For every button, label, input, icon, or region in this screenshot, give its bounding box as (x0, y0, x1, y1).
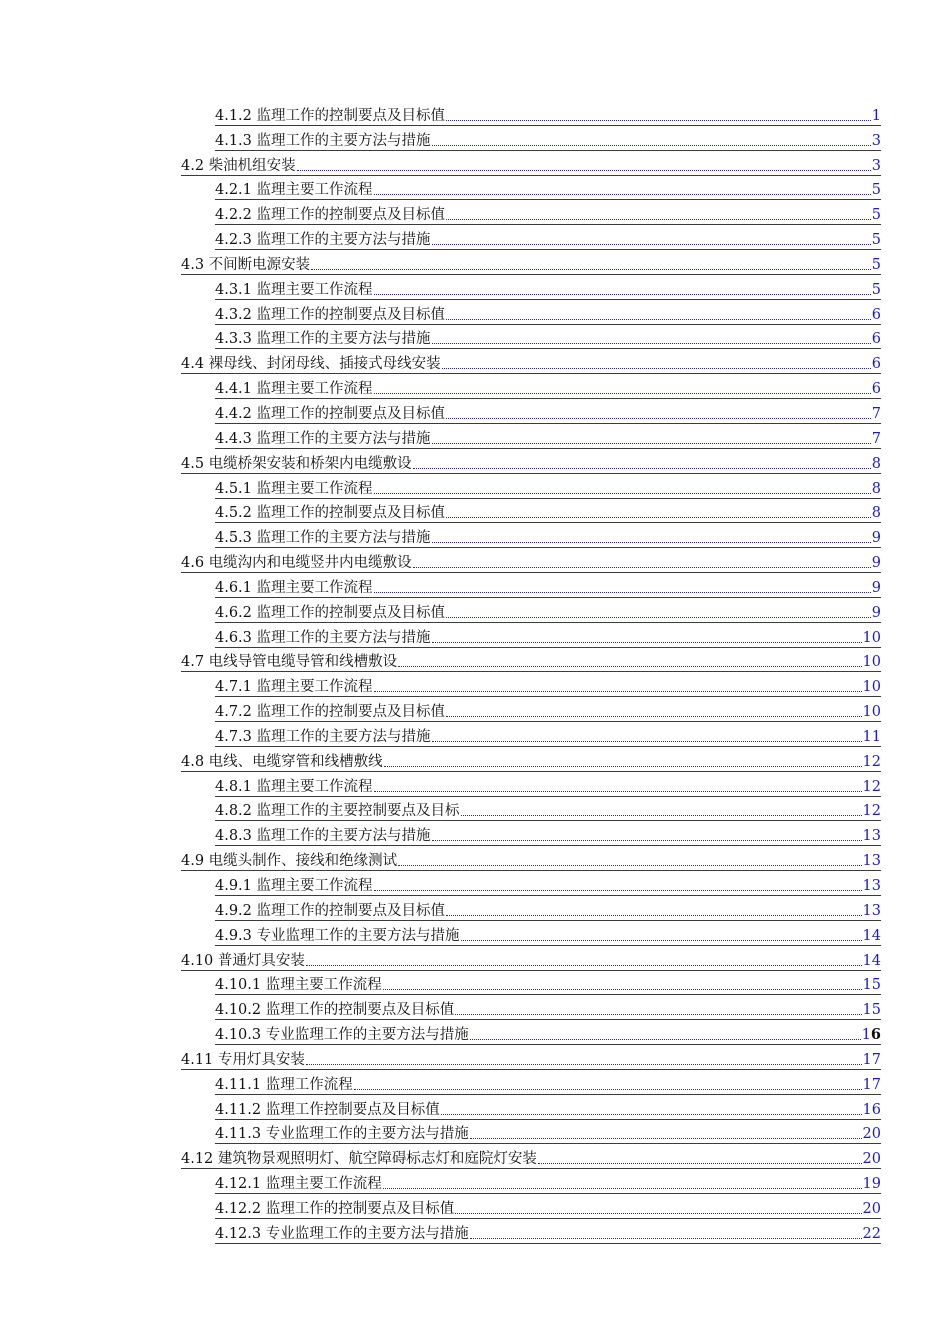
toc-entry-title: 4.2.1 监理主要工作流程 (215, 182, 373, 199)
toc-page-number: 13 (862, 853, 881, 870)
toc-subsection-link[interactable] (0, 921, 881, 946)
toc-entry-title: 4.1.2 监理工作的控制要点及目标值 (215, 107, 446, 124)
toc-entry (215, 579, 881, 598)
toc-entry-title: 4.12 建筑物景观照明灯、航空障碍标志灯和庭院灯安装 (181, 1151, 537, 1168)
dot-leader (538, 1163, 862, 1164)
toc-subsection-link[interactable] (0, 772, 881, 797)
dot-leader (442, 368, 871, 369)
toc-entry-title: 4.3 不间断电源安装 (181, 256, 311, 273)
dot-leader (374, 294, 871, 295)
toc-entry (215, 629, 881, 648)
toc-subsection-link[interactable] (0, 697, 881, 722)
toc-entry-title: 4.3.1 监理主要工作流程 (215, 281, 373, 298)
toc-page-number: 7 (871, 405, 881, 422)
dot-leader (432, 244, 871, 245)
toc-entry (215, 306, 881, 325)
toc-entry-title: 4.9.1 监理主要工作流程 (215, 878, 373, 894)
toc-entry-title: 4.12.1 监理主要工作流程 (215, 1176, 382, 1193)
toc-subsection-link[interactable] (0, 176, 881, 201)
toc-entry (215, 678, 881, 697)
toc-entry (215, 877, 881, 896)
toc-entry (215, 1225, 881, 1244)
toc-page-number: 13 (862, 878, 881, 894)
toc-entry-title: 4.6.3 监理工作的主要方法与措施 (215, 629, 431, 646)
toc-page-number: 8 (871, 505, 881, 522)
toc-page-number: 9 (871, 579, 881, 596)
toc-entry (181, 256, 881, 275)
dot-leader (374, 592, 871, 593)
toc-page-number: 20 (862, 1151, 881, 1168)
toc-page-number: 3 (871, 132, 881, 149)
toc-page-number: 13 (862, 828, 881, 845)
toc-entry-title: 4.6.1 监理主要工作流程 (215, 579, 373, 596)
toc-entry (181, 554, 881, 573)
dot-leader (432, 343, 871, 344)
toc-subsection-link[interactable] (0, 424, 881, 449)
toc-subsection-link[interactable] (0, 1120, 881, 1145)
toc-page-number: 17 (862, 1076, 881, 1093)
toc-entry (215, 927, 881, 946)
dot-leader (413, 468, 871, 469)
dot-leader (455, 1213, 861, 1214)
toc-entry (215, 604, 881, 623)
toc-page-number: 3 (871, 157, 881, 174)
toc-entry-title: 4.2 柴油机组安装 (181, 157, 296, 174)
toc-page-number: 16 (862, 1101, 881, 1118)
toc-subsection-link[interactable] (0, 1219, 881, 1244)
dot-leader (446, 716, 862, 717)
toc-page-number: 20 (862, 1200, 881, 1217)
toc-entry (215, 778, 881, 797)
dot-leader (306, 1064, 862, 1065)
toc-entry (215, 529, 881, 548)
toc-entry-title: 4.7.1 监理主要工作流程 (215, 679, 373, 696)
toc-page-number: 6 (871, 356, 881, 373)
dot-leader (446, 617, 871, 618)
toc-page-number: 15 (862, 977, 881, 994)
dot-leader (461, 815, 862, 816)
toc-entry-title: 4.6.2 监理工作的控制要点及目标值 (215, 604, 446, 621)
toc-entry (215, 380, 881, 399)
toc-section-link[interactable] (0, 1144, 881, 1169)
toc-section-link[interactable] (0, 648, 881, 673)
dot-leader (446, 418, 871, 419)
toc-page-number: 5 (871, 256, 881, 273)
toc-subsection-link[interactable] (0, 971, 881, 996)
toc-entry-title: 4.4 裸母线、封闭母线、插接式母线安装 (181, 356, 441, 373)
toc-entry (215, 827, 881, 846)
toc-subsection-link[interactable] (0, 474, 881, 499)
toc-entry-title: 4.8.1 监理主要工作流程 (215, 778, 373, 795)
dot-leader (470, 1138, 862, 1139)
dot-leader (446, 517, 871, 518)
toc-entry-title: 4.12.2 监理工作的控制要点及目标值 (215, 1200, 455, 1217)
toc-subsection-link[interactable] (0, 573, 881, 598)
toc-page-number: 22 (862, 1225, 881, 1242)
toc-subsection-link[interactable] (0, 300, 881, 325)
dot-leader (432, 840, 862, 841)
toc-entry-title: 4.7.2 监理工作的控制要点及目标值 (215, 704, 446, 721)
dot-leader (432, 642, 862, 643)
toc-entry (215, 107, 881, 126)
toc-entry (181, 1051, 881, 1070)
toc-page-number: 12 (862, 778, 881, 795)
toc-entry (215, 330, 881, 349)
toc-page-number: 12 (862, 753, 881, 770)
toc-entry-title: 4.8 电线、电缆穿管和线槽敷线 (181, 753, 383, 770)
toc-entry-title: 4.5 电缆桥架安装和桥架内电缆敷设 (181, 455, 412, 472)
dot-leader (297, 170, 871, 171)
toc-subsection-link[interactable] (0, 523, 881, 548)
dot-leader (374, 194, 871, 195)
toc-entry-title: 4.10.1 监理主要工作流程 (215, 977, 382, 994)
toc-page-number: 9 (871, 555, 881, 572)
toc-entry-title: 4.3.3 监理工作的主要方法与措施 (215, 331, 431, 348)
toc-entry-title: 4.10.3 专业监理工作的主要方法与措施 (215, 1027, 469, 1044)
toc-subsection-link[interactable] (0, 995, 881, 1020)
toc-entry (215, 802, 881, 821)
toc-entry (215, 703, 881, 722)
dot-leader (383, 1188, 862, 1189)
toc-page-number: 5 (871, 232, 881, 249)
toc-subsection-link[interactable] (0, 1095, 881, 1120)
dot-leader (306, 965, 862, 966)
toc-entry (215, 1200, 881, 1219)
toc-page-number: 1 (871, 107, 881, 124)
toc-entry (181, 852, 881, 871)
toc-subsection-link[interactable] (0, 1070, 881, 1095)
toc-page-number: 6 (871, 331, 881, 348)
dot-leader (455, 1014, 861, 1015)
toc-subsection-link[interactable] (0, 871, 881, 896)
toc-section-link[interactable] (0, 151, 881, 176)
toc-page-number: 10 (862, 629, 881, 646)
toc-subsection-link[interactable] (0, 101, 881, 126)
toc-subsection-link[interactable] (0, 1194, 881, 1219)
dot-leader (441, 1114, 862, 1115)
toc-subsection-link[interactable] (0, 821, 881, 846)
toc-page-number: 8 (871, 480, 881, 497)
toc-entry-title: 4.9.2 监理工作的控制要点及目标值 (215, 902, 446, 919)
toc-section-link[interactable] (0, 449, 881, 474)
toc-page-number: 5 (871, 207, 881, 224)
toc-subsection-link[interactable] (0, 722, 881, 747)
dot-leader (432, 443, 871, 444)
dot-leader (432, 741, 862, 742)
toc-page-number: 17 (862, 1051, 881, 1068)
toc-subsection-link[interactable] (0, 200, 881, 225)
dot-leader (446, 319, 871, 320)
dot-leader (374, 890, 862, 891)
toc-entry (215, 231, 881, 250)
toc-entry (215, 1175, 881, 1194)
toc-entry (215, 206, 881, 225)
toc-section-link[interactable] (0, 747, 881, 772)
toc-page-number: 5 (871, 281, 881, 298)
toc-entry-title: 4.5.1 监理主要工作流程 (215, 480, 373, 497)
toc-entry (215, 976, 881, 995)
toc-entry (181, 753, 881, 772)
toc-subsection-link[interactable] (0, 1169, 881, 1194)
toc-entry-title: 4.4.3 监理工作的主要方法与措施 (215, 430, 431, 447)
toc-page-number: 10 (862, 679, 881, 696)
toc-section-link[interactable] (0, 250, 881, 275)
toc-entry (215, 1026, 881, 1045)
toc-entry (181, 653, 881, 672)
toc-entry (181, 455, 881, 474)
toc-entry (181, 157, 881, 176)
dot-leader (374, 691, 862, 692)
toc-subsection-link[interactable] (0, 896, 881, 921)
toc-entry (215, 728, 881, 747)
dot-leader (398, 666, 861, 667)
toc-subsection-link[interactable] (0, 275, 881, 300)
toc-entry-title: 4.12.3 专业监理工作的主要方法与措施 (215, 1225, 469, 1242)
toc-page-number: 20 (862, 1126, 881, 1143)
toc-page-number: 10 (862, 654, 881, 671)
toc-entry-title: 4.4.2 监理工作的控制要点及目标值 (215, 405, 446, 422)
dot-leader (374, 791, 862, 792)
dot-leader (413, 567, 871, 568)
toc-subsection-link[interactable] (0, 797, 881, 822)
toc-entry-title: 4.8.3 监理工作的主要方法与措施 (215, 828, 431, 845)
toc-page-number: 9 (871, 530, 881, 547)
toc-page-number: 16 (861, 1026, 881, 1044)
toc-subsection-link[interactable] (0, 399, 881, 424)
table-of-contents (0, 101, 950, 1244)
toc-entry (215, 181, 881, 200)
toc-entry-title: 4.5.2 监理工作的控制要点及目标值 (215, 505, 446, 522)
toc-entry (215, 132, 881, 151)
toc-page-number: 13 (862, 902, 881, 919)
toc-section-link[interactable] (0, 1045, 881, 1070)
toc-entry-title: 4.8.2 监理工作的主要控制要点及目标 (215, 803, 460, 820)
toc-entry-title: 4.2.2 监理工作的控制要点及目标值 (215, 207, 446, 224)
toc-entry-title: 4.11 专用灯具安装 (181, 1051, 305, 1068)
toc-subsection-link[interactable] (0, 1020, 881, 1045)
toc-subsection-link[interactable] (0, 499, 881, 524)
toc-page-number: 11 (862, 728, 881, 745)
dot-leader (432, 542, 871, 543)
toc-subsection-link[interactable] (0, 325, 881, 350)
toc-entry (215, 902, 881, 921)
dot-leader (374, 493, 871, 494)
toc-entry (181, 952, 881, 971)
toc-entry-title: 4.5.3 监理工作的主要方法与措施 (215, 530, 431, 547)
dot-leader (446, 120, 871, 121)
toc-entry-title: 4.11.3 专业监理工作的主要方法与措施 (215, 1126, 469, 1143)
toc-page-number: 6 (871, 381, 881, 398)
toc-page-number: 19 (862, 1176, 881, 1193)
toc-entry (215, 430, 881, 449)
toc-entry-title: 4.7 电线导管电缆导管和线槽敷设 (181, 654, 398, 671)
toc-entry-title: 4.10.2 监理工作的控制要点及目标值 (215, 1002, 455, 1019)
dot-leader (446, 915, 862, 916)
toc-entry (215, 1001, 881, 1020)
toc-subsection-link[interactable] (0, 225, 881, 250)
toc-subsection-link[interactable] (0, 374, 881, 399)
dot-leader (354, 1089, 862, 1090)
toc-entry (215, 480, 881, 499)
toc-entry-title: 4.1.3 监理工作的主要方法与措施 (215, 132, 431, 149)
toc-page-number: 8 (871, 455, 881, 472)
toc-subsection-link[interactable] (0, 672, 881, 697)
toc-entry (215, 1101, 881, 1120)
toc-page-number: 9 (871, 604, 881, 621)
toc-page-number: 7 (871, 430, 881, 447)
toc-page-number: 6 (871, 306, 881, 323)
dot-leader (374, 393, 871, 394)
toc-page-number: 5 (871, 182, 881, 199)
toc-subsection-link[interactable] (0, 623, 881, 648)
toc-entry-title: 4.7.3 监理工作的主要方法与措施 (215, 728, 431, 745)
toc-entry-title: 4.3.2 监理工作的控制要点及目标值 (215, 306, 446, 323)
toc-entry (215, 1125, 881, 1144)
toc-page-number: 14 (862, 952, 881, 969)
toc-section-link[interactable] (0, 548, 881, 573)
dot-leader (470, 1238, 862, 1239)
toc-entry-title: 4.10 普通灯具安装 (181, 952, 305, 969)
toc-entry-title: 4.9 电缆头制作、接线和绝缘测试 (181, 853, 398, 870)
toc-entry-title: 4.4.1 监理主要工作流程 (215, 381, 373, 398)
toc-entry-title: 4.11.2 监理工作控制要点及目标值 (215, 1101, 440, 1118)
dot-leader (311, 269, 871, 270)
toc-section-link[interactable] (0, 846, 881, 871)
toc-entry (215, 1076, 881, 1095)
toc-entry (215, 405, 881, 424)
toc-entry-title: 4.2.3 监理工作的主要方法与措施 (215, 232, 431, 249)
toc-section-link[interactable] (0, 946, 881, 971)
toc-section-link[interactable] (0, 349, 881, 374)
toc-entry-title: 4.6 电缆沟内和电缆竖井内电缆敷设 (181, 555, 412, 572)
dot-leader (383, 989, 862, 990)
toc-entry (181, 1150, 881, 1169)
dot-leader (398, 865, 861, 866)
dot-leader (384, 766, 862, 767)
dot-leader (432, 145, 871, 146)
toc-entry-title: 4.9.3 专业监理工作的主要方法与措施 (215, 927, 460, 944)
toc-page-number: 14 (862, 927, 881, 944)
dot-leader (470, 1039, 861, 1040)
dot-leader (461, 940, 862, 941)
toc-page-number: 10 (862, 704, 881, 721)
dot-leader (446, 219, 871, 220)
toc-subsection-link[interactable] (0, 598, 881, 623)
toc-page-number: 12 (862, 803, 881, 820)
toc-page-number: 15 (862, 1002, 881, 1019)
toc-entry-title: 4.11.1 监理工作流程 (215, 1076, 353, 1093)
toc-entry (215, 504, 881, 523)
toc-subsection-link[interactable] (0, 126, 881, 151)
toc-entry (181, 355, 881, 374)
toc-entry (215, 281, 881, 300)
